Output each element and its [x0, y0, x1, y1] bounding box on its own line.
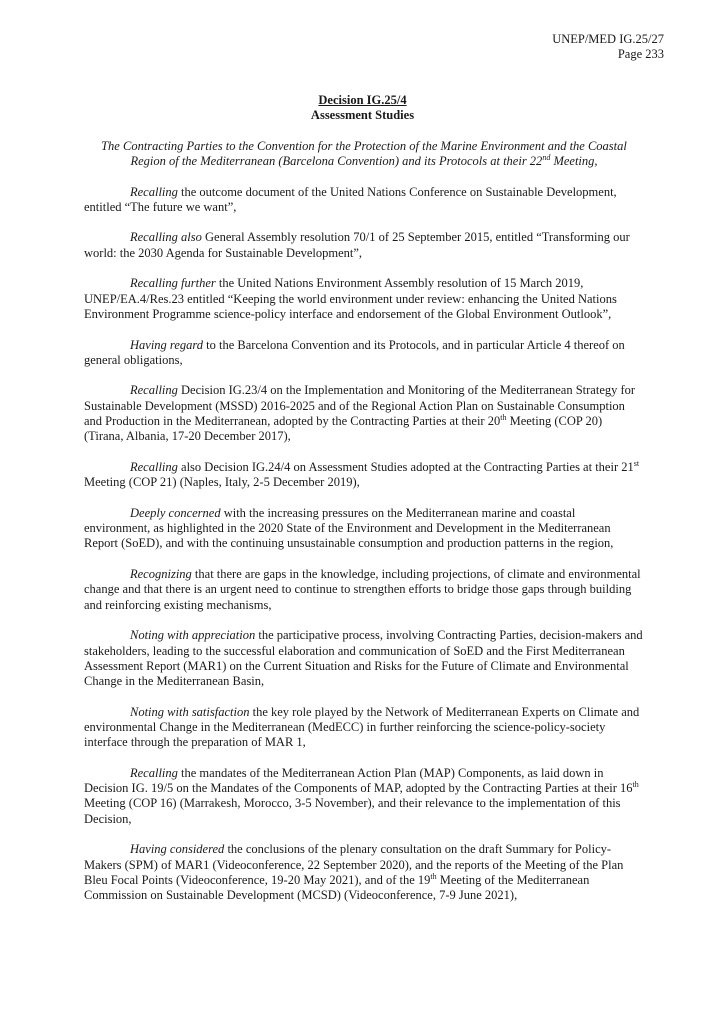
- decision-number: Decision IG.25/4: [318, 93, 407, 107]
- paragraph-lead: Recalling: [130, 459, 178, 474]
- paragraph: [84, 338, 644, 369]
- document-header: [552, 32, 664, 62]
- paragraph: [84, 705, 644, 751]
- ordinal-suffix: th: [430, 871, 437, 881]
- paragraph-text: also Decision IG.24/4 on Assessment Studies adopted at the Contracting Parties at their 21: [177, 459, 634, 474]
- paragraph: [84, 766, 644, 827]
- ordinal-suffix: st: [633, 458, 640, 468]
- paragraph-lead: Having regard: [130, 337, 204, 352]
- document-body: [84, 139, 644, 919]
- paragraph-lead: Recognizing: [130, 567, 192, 582]
- paragraph-lead: Recalling: [130, 383, 178, 398]
- paragraph-list: [84, 185, 644, 904]
- paragraph-lead: Recalling: [130, 765, 178, 780]
- paragraph-lead: Recalling also: [130, 230, 202, 245]
- paragraph-text: the outcome document of the United Nations Conference on Sustainable Development, entitled “The future we want”,: [84, 184, 617, 214]
- paragraph-text: that there are gaps in the knowledge, including projections, of climate and environmental change and that there is an urgent need to continue to strengthen efforts to bridge those gaps through building and reinforcing existing mechanisms,: [84, 567, 641, 612]
- paragraph-text: General Assembly resolution 70/1 of 25 September 2015, entitled “Transforming our world: the 2030 Agenda for Sustainable Development”,: [84, 230, 630, 260]
- document-symbol: UNEP/MED IG.25/27: [552, 32, 664, 46]
- paragraph-text-end: Meeting of the Mediterranean Commission on Sustainable Development (MCSD) (Videoconference, 7-9 June 2021),: [84, 872, 590, 903]
- paragraph: [84, 567, 644, 613]
- decision-title-block: [0, 93, 725, 123]
- paragraph: [84, 628, 644, 689]
- paragraph-text: to the Barcelona Convention and its Protocols, and in particular Article 4 thereof on general obligations,: [84, 337, 625, 367]
- paragraph: [84, 230, 644, 261]
- paragraph-lead: Noting with appreciation: [130, 628, 256, 643]
- ordinal-suffix: th: [632, 780, 639, 790]
- preamble: [84, 139, 644, 170]
- paragraph-text: Decision IG.23/4 on the Implementation and Monitoring of the Mediterranean Strategy for Sustainable Development (MSSD) 2016-2025 and of the Regional Action Plan on Sustainable Consumption and Production in the Mediterranean, adopted by the Contracting Parties at their 20: [84, 383, 636, 429]
- preamble-ordinal: nd: [542, 153, 551, 163]
- paragraph-text-end: Meeting (COP 21) (Naples, Italy, 2-5 December 2019),: [84, 475, 360, 490]
- paragraph-text-end: Meeting (COP 20) (Tirana, Albania, 17-20 December 2017),: [84, 414, 603, 444]
- ordinal-suffix: th: [500, 412, 507, 422]
- decision-subtitle: Assessment Studies: [310, 108, 415, 122]
- paragraph-text: the conclusions of the plenary consultation on the draft Summary for Policy-Makers (SPM) of MAR1 (Videoconference, 22 September 2020), and the reports of the Meeting of the Plan Bleu Focal Points (Videoconference, 19-20 May 2021), and of the 19: [84, 842, 624, 887]
- paragraph-lead: Recalling further: [130, 276, 216, 291]
- paragraph: [84, 185, 644, 216]
- paragraph: [84, 460, 644, 491]
- paragraph-text: with the increasing pressures on the Mediterranean marine and coastal environment, as highlighted in the 2020 State of the Environment and Development in the Mediterranean Report (SoED), and with the continuing unsustainable consumption and production patterns in the region,: [84, 505, 614, 551]
- paragraph: [84, 506, 644, 552]
- paragraph-text: the mandates of the Mediterranean Action Plan (MAP) Components, as laid down in Decision IG. 19/5 on the Mandates of the Components of MAP, adopted by the Contracting Parties at their 16: [84, 765, 633, 796]
- paragraph: [84, 842, 644, 903]
- page-number: Page 233: [617, 47, 664, 61]
- paragraph-text: the participative process, involving Contracting Parties, decision-makers and stakeholders, leading to the successful elaboration and communication of SoED and the First Mediterranean Assessment Report (MAR1) on the Current Situation and Risks for the Future of Climate and Environmental Change in the Mediterranean Basin,: [84, 628, 643, 689]
- paragraph-lead: Having considered: [130, 842, 225, 857]
- paragraph-lead: Recalling: [130, 184, 178, 199]
- paragraph-text: the United Nations Environment Assembly resolution of 15 March 2019, UNEP/EA.4/Res.23 entitled “Keeping the world environment under review: enhancing the United Nations Environment Programme science-policy interface and endorsement of the Global Environment Outlook”,: [84, 276, 617, 321]
- paragraph-lead: Noting with satisfaction: [130, 704, 250, 719]
- paragraph: [84, 276, 644, 322]
- preamble-end: Meeting,: [550, 154, 598, 169]
- paragraph-text-end: Meeting (COP 16) (Marrakesh, Morocco, 3-5 November), and their relevance to the implementation of this Decision,: [84, 796, 621, 826]
- paragraph-text: the key role played by the Network of Mediterranean Experts on Climate and environmental Change in the Mediterranean (MedECC) in further reinforcing the science-policy-society interface through the preparation of MAR 1,: [84, 704, 640, 750]
- paragraph: [84, 383, 644, 444]
- preamble-text: The Contracting Parties to the Convention for the Protection of the Marine Environment and the Coastal Region of the Mediterranean (Barcelona Convention) and its Protocols at their 22: [101, 139, 627, 169]
- paragraph-lead: Deeply concerned: [130, 505, 221, 520]
